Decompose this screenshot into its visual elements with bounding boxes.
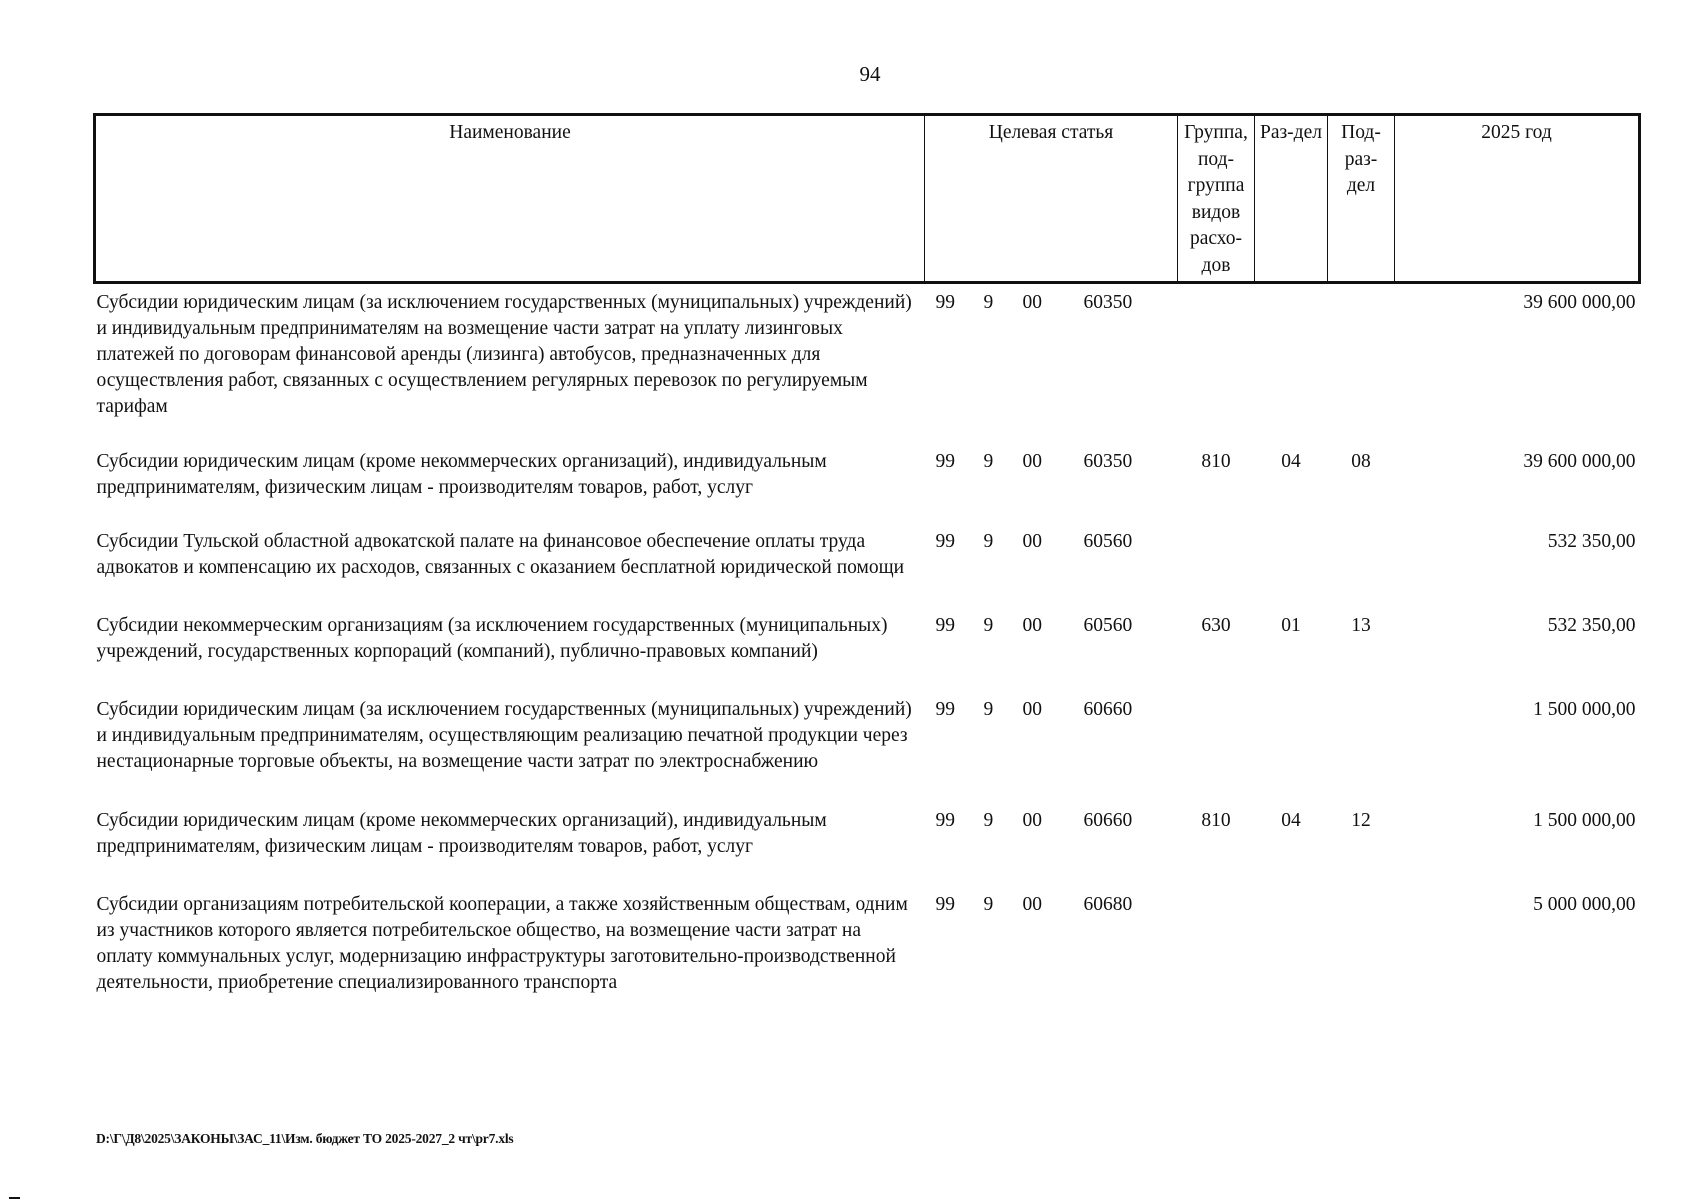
row-section	[1255, 886, 1328, 1026]
row-amount: 39 600 000,00	[1523, 292, 1636, 313]
table-row	[95, 443, 1640, 523]
table-body	[95, 283, 1640, 1026]
row-amount: 1 500 000,00	[1533, 698, 1636, 720]
row-amount: 39 600 000,00	[1523, 450, 1636, 472]
table-header	[95, 115, 1640, 283]
budget-table	[93, 113, 1641, 1026]
row-amount: 532 350,00	[1547, 530, 1636, 552]
code-program: 99	[935, 530, 955, 552]
row-group: 810	[1201, 809, 1231, 831]
row-group	[1178, 283, 1255, 443]
row-name: Субсидии юридическим лицам (за исключением государственных (муниципальных) учреждений) и индивидуальным предпринимателям на возмещение части затрат на уплату лизинговых платежей по договорам финансовой аренды (лизинга) автобусов, предназначенных для осуществления работ, связанных с осуществлением регулярных перевозок по регулируемым тарифам	[96, 292, 912, 417]
row-name: Субсидии юридическим лицам (кроме некоммерческих организаций), индивидуальным предпринимателям, физическим лицам - производителям товаров, работ, услуг	[96, 450, 827, 498]
header-name: Наименование	[95, 115, 925, 283]
code-program: 99	[935, 292, 955, 313]
row-target-article	[925, 886, 1178, 1026]
header-subsection: Под-раз-дел	[1328, 115, 1395, 283]
code-number: 60560	[1083, 614, 1133, 636]
row-target-article	[925, 691, 1178, 802]
code-subprogram: 9	[983, 614, 994, 636]
code-subprogram: 9	[983, 893, 994, 915]
code-program: 99	[935, 450, 955, 472]
row-target-article	[925, 802, 1178, 886]
row-subsection	[1328, 691, 1395, 802]
row-section	[1255, 691, 1328, 802]
table-row	[95, 886, 1640, 1026]
row-name: Субсидии некоммерческим организациям (за исключением государственных (муниципальных) учреждений, государственных корпораций (компаний), публично-правовых компаний)	[96, 614, 888, 662]
row-group	[1178, 886, 1255, 1026]
row-section: 01	[1281, 614, 1301, 636]
code-number: 60350	[1083, 450, 1133, 472]
row-subsection: 08	[1351, 450, 1371, 472]
row-name: Субсидии Тульской областной адвокатской палате на финансовое обеспечение оплаты труда адвокатов и компенсацию их расходов, связанных с оказанием бесплатной юридической помощи	[96, 530, 905, 578]
row-subsection: 12	[1351, 809, 1371, 831]
row-amount: 5 000 000,00	[1533, 893, 1636, 915]
code-program: 99	[935, 698, 955, 720]
row-section	[1255, 283, 1328, 443]
code-program: 99	[935, 809, 955, 831]
header-section: Раз-дел	[1255, 115, 1328, 283]
code-direction: 00	[1022, 450, 1042, 472]
code-number: 60560	[1083, 530, 1133, 552]
code-program: 99	[935, 614, 955, 636]
row-target-article	[925, 607, 1178, 691]
table-row	[95, 691, 1640, 802]
row-amount: 532 350,00	[1547, 614, 1636, 636]
row-target-article	[925, 523, 1178, 607]
row-group	[1178, 691, 1255, 802]
code-direction: 00	[1022, 893, 1042, 915]
row-subsection: 13	[1351, 614, 1371, 636]
page-number: 94	[859, 62, 881, 86]
row-subsection	[1328, 283, 1395, 443]
row-section: 04	[1281, 809, 1301, 831]
code-subprogram: 9	[983, 292, 994, 313]
row-section: 04	[1281, 450, 1301, 472]
code-subprogram: 9	[983, 530, 994, 552]
row-subsection	[1328, 523, 1395, 607]
code-direction: 00	[1022, 292, 1042, 313]
row-target-article	[925, 283, 1178, 443]
code-subprogram: 9	[983, 450, 994, 472]
table-row	[95, 523, 1640, 607]
row-amount: 1 500 000,00	[1533, 809, 1636, 831]
header-target-article: Целевая статья	[925, 115, 1178, 283]
row-subsection	[1328, 886, 1395, 1026]
header-year: 2025 год	[1395, 115, 1640, 283]
code-direction: 00	[1022, 698, 1042, 720]
code-program: 99	[935, 893, 955, 915]
row-group	[1178, 523, 1255, 607]
code-subprogram: 9	[983, 809, 994, 831]
code-number: 60680	[1083, 893, 1133, 915]
corner-mark	[9, 1197, 20, 1199]
row-section	[1255, 523, 1328, 607]
code-number: 60660	[1083, 698, 1133, 720]
row-group: 630	[1201, 614, 1231, 636]
header-expense-group: Группа, под-группа видов расхо-дов	[1178, 115, 1255, 283]
footer-file-path: D:\Г\Д8\2025\ЗАКОНЫ\ЗАС_11\Изм. бюджет ТО 2025-2027_2 чт\pr7.xls	[96, 1131, 514, 1146]
code-direction: 00	[1022, 530, 1042, 552]
row-name: Субсидии организациям потребительской кооперации, а также хозяйственным обществам, одним из участников которого является потребительское общество, на возмещение части затрат на оплату коммунальных услуг, модернизацию инфраструктуры заготовительно-производственной деятельности, приобретение специализированного транспорта	[96, 893, 908, 993]
table-row	[95, 283, 1640, 443]
code-number: 60350	[1083, 292, 1133, 313]
row-group: 810	[1201, 450, 1231, 472]
code-direction: 00	[1022, 614, 1042, 636]
row-target-article	[925, 443, 1178, 523]
row-name: Субсидии юридическим лицам (кроме некоммерческих организаций), индивидуальным предпринимателям, физическим лицам - производителям товаров, работ, услуг	[96, 809, 827, 857]
code-subprogram: 9	[983, 698, 994, 720]
table-row	[95, 802, 1640, 886]
code-number: 60660	[1083, 809, 1133, 831]
code-direction: 00	[1022, 809, 1042, 831]
row-name: Субсидии юридическим лицам (за исключением государственных (муниципальных) учреждений) и индивидуальным предпринимателям, осуществляющим реализацию печатной продукции через нестационарные торговые объекты, на возмещение части затрат по электроснабжению	[96, 698, 912, 772]
table-row	[95, 607, 1640, 691]
